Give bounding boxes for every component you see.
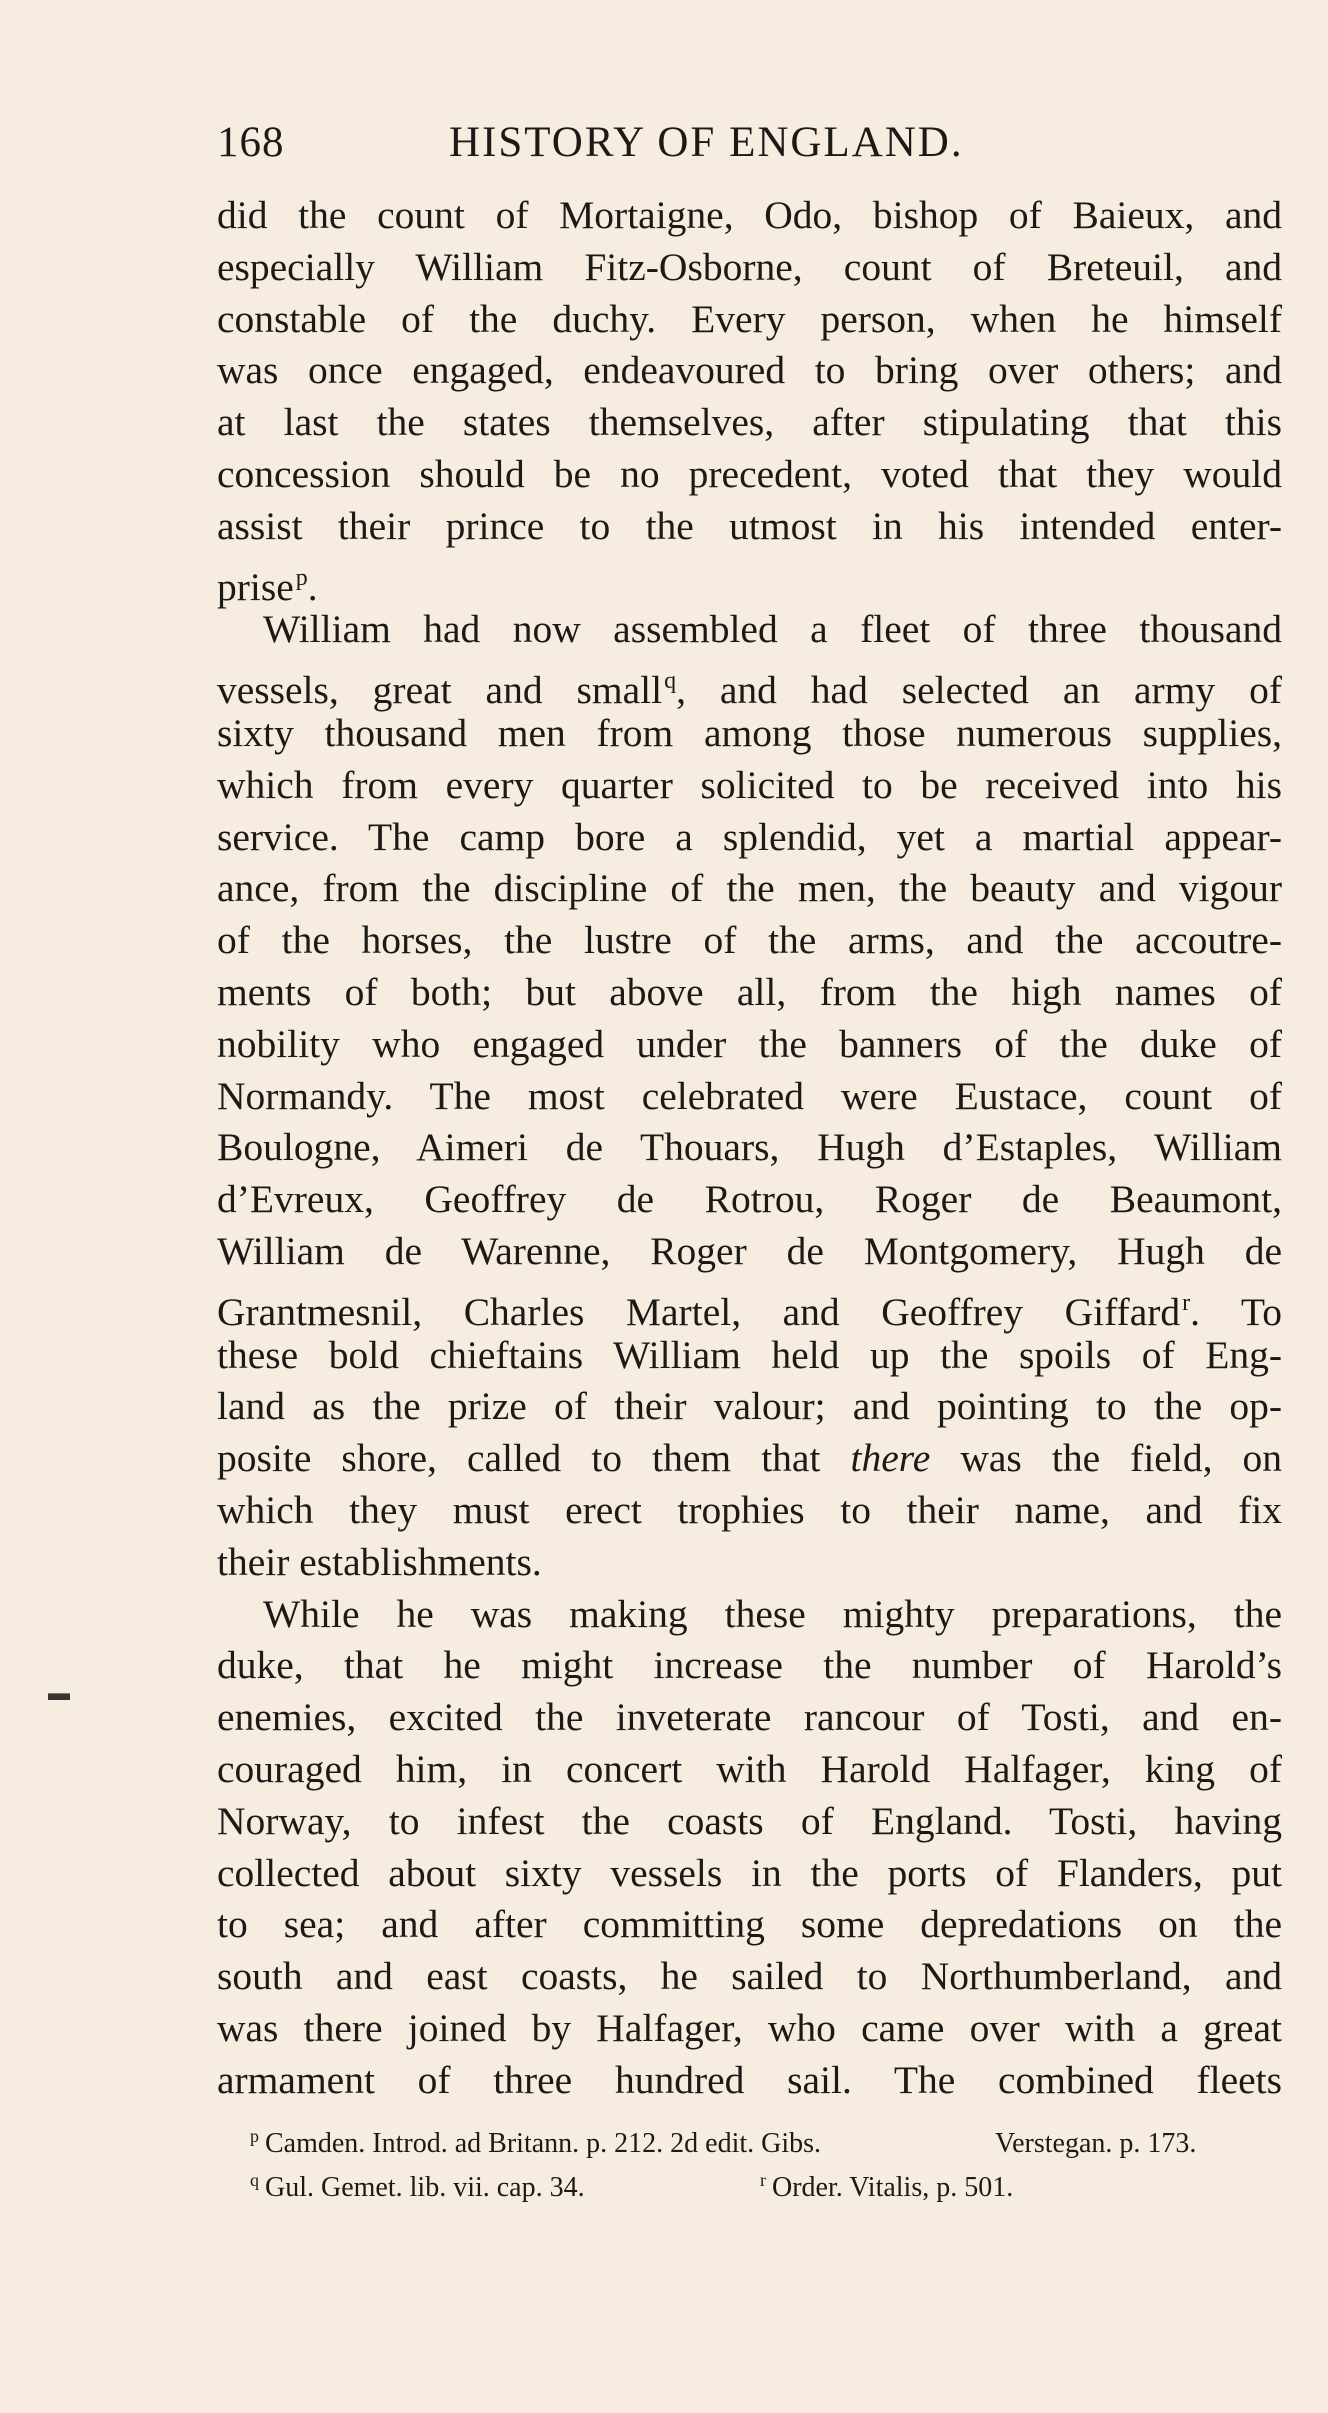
footnote-mark: p <box>250 2126 259 2146</box>
text-line: these bold chieftains William held up the spoils of Eng- <box>217 1332 1282 1377</box>
text-line: assist their prince to the utmost in his intended enter- <box>217 503 1282 548</box>
footnote-q <box>250 2162 760 2206</box>
footnote-ref-r[interactable]: r <box>1182 1289 1191 1316</box>
footnote-text: Order. Vitalis, p. 501. <box>772 2172 1014 2203</box>
text-line: which they must erect trophies to their name, and fix <box>217 1487 1282 1532</box>
footnote-mark: r <box>760 2170 766 2190</box>
text-line: Normandy. The most celebrated were Eustace, count of <box>217 1073 1282 1118</box>
text-line: their establishments. <box>217 1539 542 1584</box>
footnote-text: Camden. Introd. ad Britann. p. 212. 2d edit. Gibs. <box>265 2128 822 2159</box>
footnote-row <box>250 2118 1290 2162</box>
emphasis-text: there <box>850 1436 931 1481</box>
text-fragment: posite shore, called to them that <box>217 1436 821 1481</box>
text-line: sixty thousand men from among those numerous supplies, <box>217 710 1282 755</box>
footnote-row <box>250 2162 1290 2206</box>
text-fragment: Grantmesnil, Charles Martel, and Geoffrey Giffard <box>217 1289 1181 1334</box>
footnotes <box>250 2118 1290 2206</box>
footnote-ref-q[interactable]: q <box>664 668 677 695</box>
text-line: While he was making these mighty preparations, the <box>263 1591 1282 1636</box>
text-line: service. The camp bore a splendid, yet a martial appear- <box>217 814 1282 859</box>
text-fragment: . To <box>1190 1289 1282 1334</box>
text-line: Boulogne, Aimeri de Thouars, Hugh d’Estaples, William <box>217 1125 1282 1170</box>
footnote-p <box>250 2118 995 2162</box>
text-line: nobility who engaged under the banners of the duke of <box>217 1021 1282 1066</box>
text-line: was there joined by Halfager, who came over with a great <box>217 2005 1282 2050</box>
text-fragment: vessels, great and small <box>217 668 663 713</box>
text-line: ance, from the discipline of the men, the beauty and vigour <box>217 866 1282 911</box>
text-fragment: prise <box>217 564 294 609</box>
text-line: of the horses, the lustre of the arms, and the accoutre- <box>217 918 1282 963</box>
text-line: collected about sixty vessels in the ports of Flanders, put <box>217 1850 1282 1895</box>
page-header <box>217 118 1277 174</box>
text-line: William de Warenne, Roger de Montgomery, Hugh de <box>217 1228 1282 1273</box>
text-line: armament of three hundred sail. The combined fleets <box>217 2057 1282 2102</box>
text-line: especially William Fitz-Osborne, count of Breteuil, and <box>217 244 1282 289</box>
text-line: William had now assembled a fleet of three thousand <box>263 607 1282 652</box>
text-line: land as the prize of their valour; and pointing to the op- <box>217 1384 1282 1429</box>
text-line: Norway, to infest the coasts of England. Tosti, having <box>217 1798 1282 1843</box>
text-line <box>217 1433 1282 1485</box>
footnote-text: Gul. Gemet. lib. vii. cap. 34. <box>265 2172 585 2203</box>
text-line: which from every quarter solicited to be received into his <box>217 762 1282 807</box>
running-title: HISTORY OF ENGLAND. <box>449 119 964 166</box>
footnote-mark: q <box>250 2170 259 2190</box>
margin-ink-mark: ▬ <box>48 1680 70 1705</box>
text-fragment: , and had selected an army of <box>676 668 1282 713</box>
text-line: enemies, excited the inveterate rancour of Tosti, and en- <box>217 1695 1282 1740</box>
text-line: duke, that he might increase the number of Harold’s <box>217 1643 1282 1688</box>
footnote-ref-p[interactable]: p <box>295 564 308 591</box>
text-line: did the count of Mortaigne, Odo, bishop of Baieux, and <box>217 193 1282 237</box>
page-number: 168 <box>217 119 285 166</box>
text-line: south and east coasts, he sailed to Northumberland, and <box>217 1954 1282 1999</box>
text-line: was once engaged, endeavoured to bring over others; and <box>217 348 1282 393</box>
text-line: prise$^p$. <box>217 564 318 609</box>
text-line: d’Evreux, Geoffrey de Rotrou, Roger de Beaumont, <box>217 1177 1282 1222</box>
footnote-p-continued: Verstegan. p. 173. <box>995 2128 1197 2159</box>
text-line: ments of both; but above all, from the high names of <box>217 969 1282 1014</box>
text-line <box>217 656 1282 713</box>
text-line: constable of the duchy. Every person, when he himself <box>217 296 1282 341</box>
page-body <box>217 190 1282 2106</box>
text-fragment: was the field, on <box>960 1436 1283 1481</box>
text-line <box>217 1278 1282 1334</box>
text-line: to sea; and after committing some depredations on the <box>217 1902 1282 1947</box>
text-line: concession should be no precedent, voted that they would <box>217 451 1282 496</box>
text-line: couraged him, in concert with Harold Halfager, king of <box>217 1746 1282 1791</box>
footnote-r <box>760 2162 1013 2206</box>
text-line: at last the states themselves, after stipulating that this <box>217 400 1282 445</box>
